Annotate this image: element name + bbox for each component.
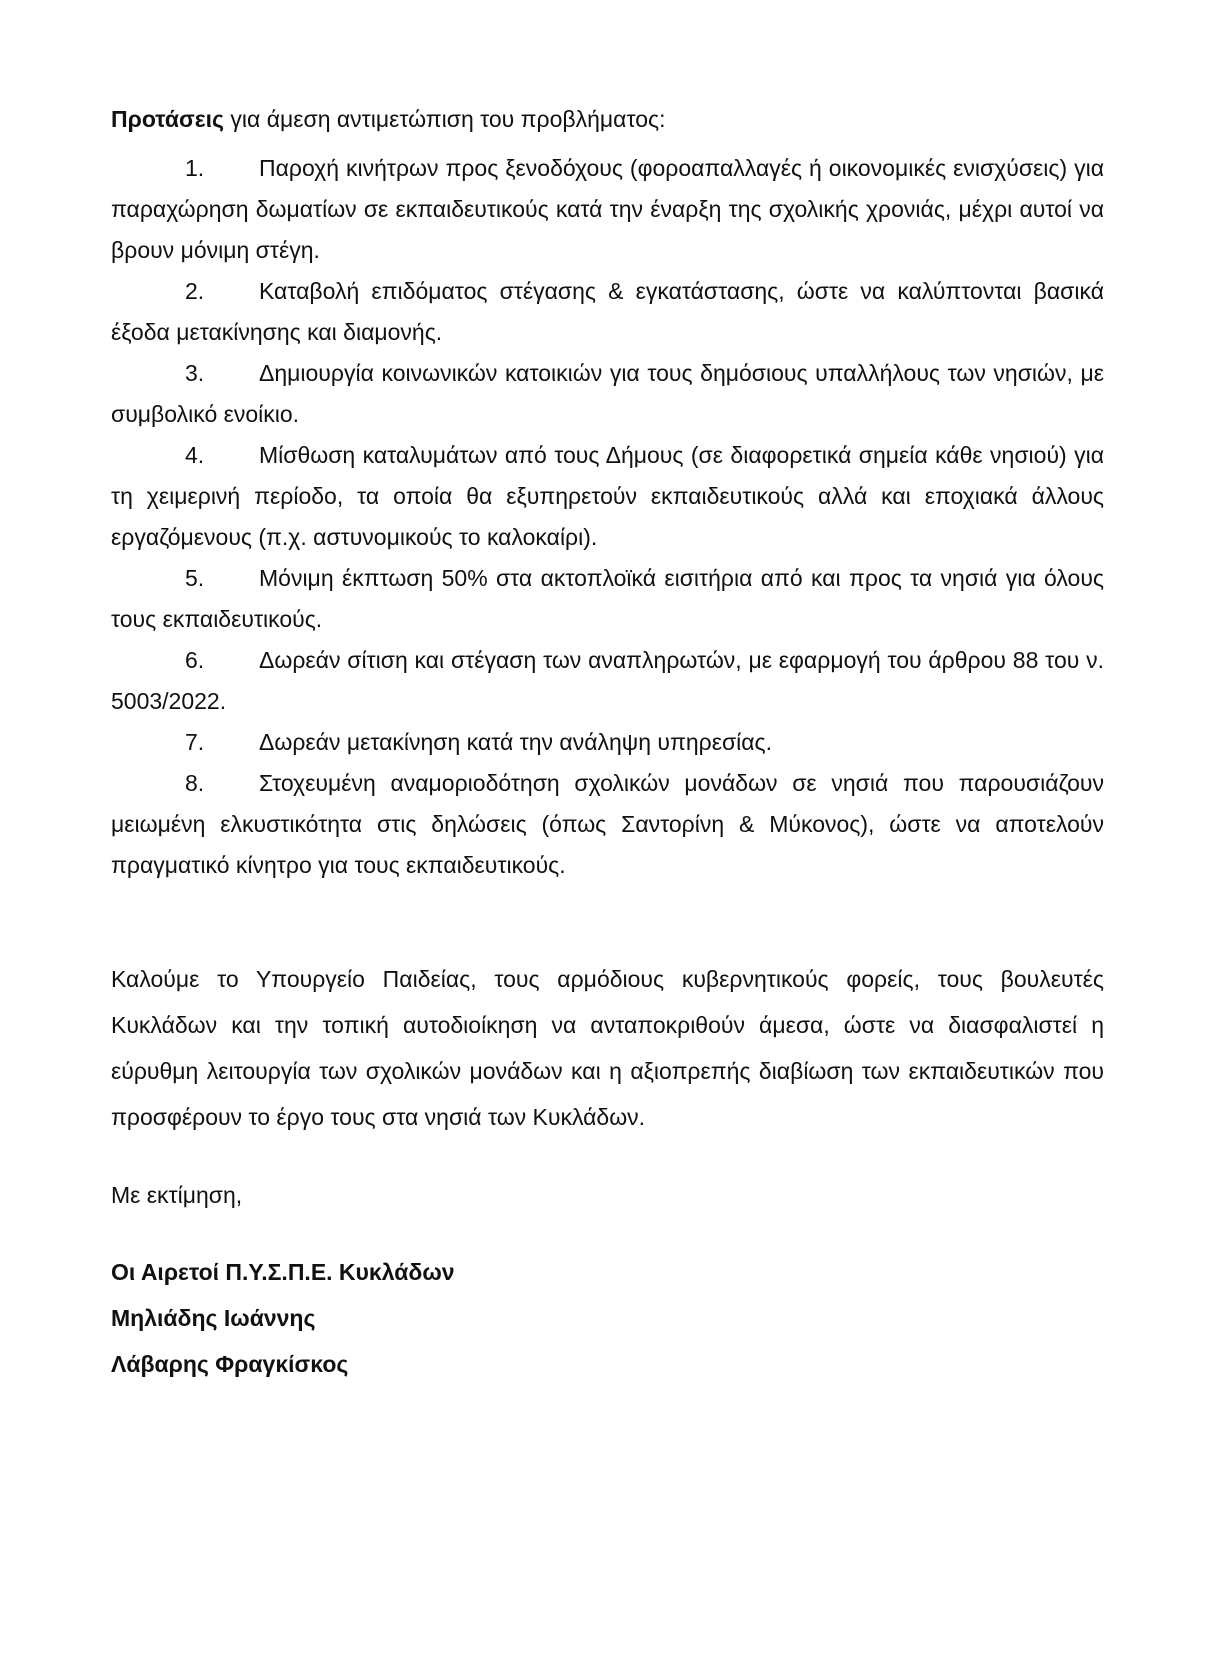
item-number: 5. xyxy=(185,565,205,591)
item-number: 4. xyxy=(185,442,205,468)
signature-group: Οι Αιρετοί Π.Υ.Σ.Π.Ε. Κυκλάδων xyxy=(111,1259,455,1285)
list-item xyxy=(111,148,1104,271)
intro-line xyxy=(111,104,1104,134)
item-number: 3. xyxy=(185,360,205,386)
item-number: 6. xyxy=(185,647,205,673)
item-text: Μόνιμη έκπτωση 50% στα ακτοπλοϊκά εισιτήρια από και προς τα νησιά για όλους τους εκπαιδευτικούς. xyxy=(111,565,1104,632)
list-item xyxy=(111,722,1104,763)
list-item xyxy=(111,558,1104,640)
item-number: 7. xyxy=(185,729,205,755)
list-item xyxy=(111,640,1104,722)
item-text: Παροχή κινήτρων προς ξενοδόχους (φοροαπαλλαγές ή οικονομικές ενισχύσεις) για παραχώρηση δωματίων σε εκπαιδευτικούς κατά την έναρξη της σχολικής χρονιάς, μέχρι αυτοί να βρουν μόνιμη στέγη. xyxy=(111,155,1104,263)
item-text: Δημιουργία κοινωνικών κατοικιών για τους δημόσιους υπαλλήλους των νησιών, με συμβολικό ενοίκιο. xyxy=(111,360,1104,427)
item-number: 2. xyxy=(185,278,205,304)
intro-bold: Προτάσεις xyxy=(111,106,225,132)
list-item xyxy=(111,435,1104,558)
item-number: 8. xyxy=(185,770,205,796)
list-item xyxy=(111,763,1104,886)
item-text: Δωρεάν μετακίνηση κατά την ανάληψη υπηρεσίας. xyxy=(259,729,773,755)
regards-line: Με εκτίμηση, xyxy=(111,1182,243,1208)
list-item xyxy=(111,271,1104,353)
item-number: 1. xyxy=(185,155,205,181)
proposal-list xyxy=(111,148,1104,886)
intro-rest: για άμεση αντιμετώπιση του προβλήματος: xyxy=(224,106,666,132)
item-text: Καταβολή επιδόματος στέγασης & εγκατάστασης, ώστε να καλύπτονται βασικά έξοδα μετακίνησης και διαμονής. xyxy=(111,278,1104,345)
item-text: Μίσθωση καταλυμάτων από τους Δήμους (σε διαφορετικά σημεία κάθε νησιού) για τη χειμερινή περίοδο, τα οποία θα εξυπηρετούν εκπαιδευτικούς αλλά και εποχιακά άλλους εργαζόμενους (π.χ. αστυνομικούς το καλοκαίρι). xyxy=(111,442,1104,550)
item-text: Στοχευμένη αναμοριοδότηση σχολικών μονάδων σε νησιά που παρουσιάζουν μειωμένη ελκυστικότητα στις δηλώσεις (όπως Σαντορίνη & Μύκονος), ώστε να αποτελούν πραγματικό κίνητρο για τους εκπαιδευτικούς. xyxy=(111,770,1104,878)
item-text: Δωρεάν σίτιση και στέγαση των αναπληρωτών, με εφαρμογή του άρθρου 88 του ν. 5003/2022. xyxy=(111,647,1104,714)
list-item xyxy=(111,353,1104,435)
closing-paragraph: Καλούμε το Υπουργείο Παιδείας, τους αρμόδιους κυβερνητικούς φορείς, τους βουλευτές Κυκλάδων και την τοπική αυτοδιοίκηση να ανταποκριθούν άμεσα, ώστε να διασφαλιστεί η εύρυθμη λειτουργία των σχολικών μονάδων και η αξιοπρεπής διαβίωση των εκπαιδευτικών που προσφέρουν το έργο τους στα νησιά των Κυκλάδων. xyxy=(111,966,1104,1130)
signature-name-1: Μηλιάδης Ιωάννης xyxy=(111,1305,316,1331)
signature-name-2: Λάβαρης Φραγκίσκος xyxy=(111,1351,349,1377)
